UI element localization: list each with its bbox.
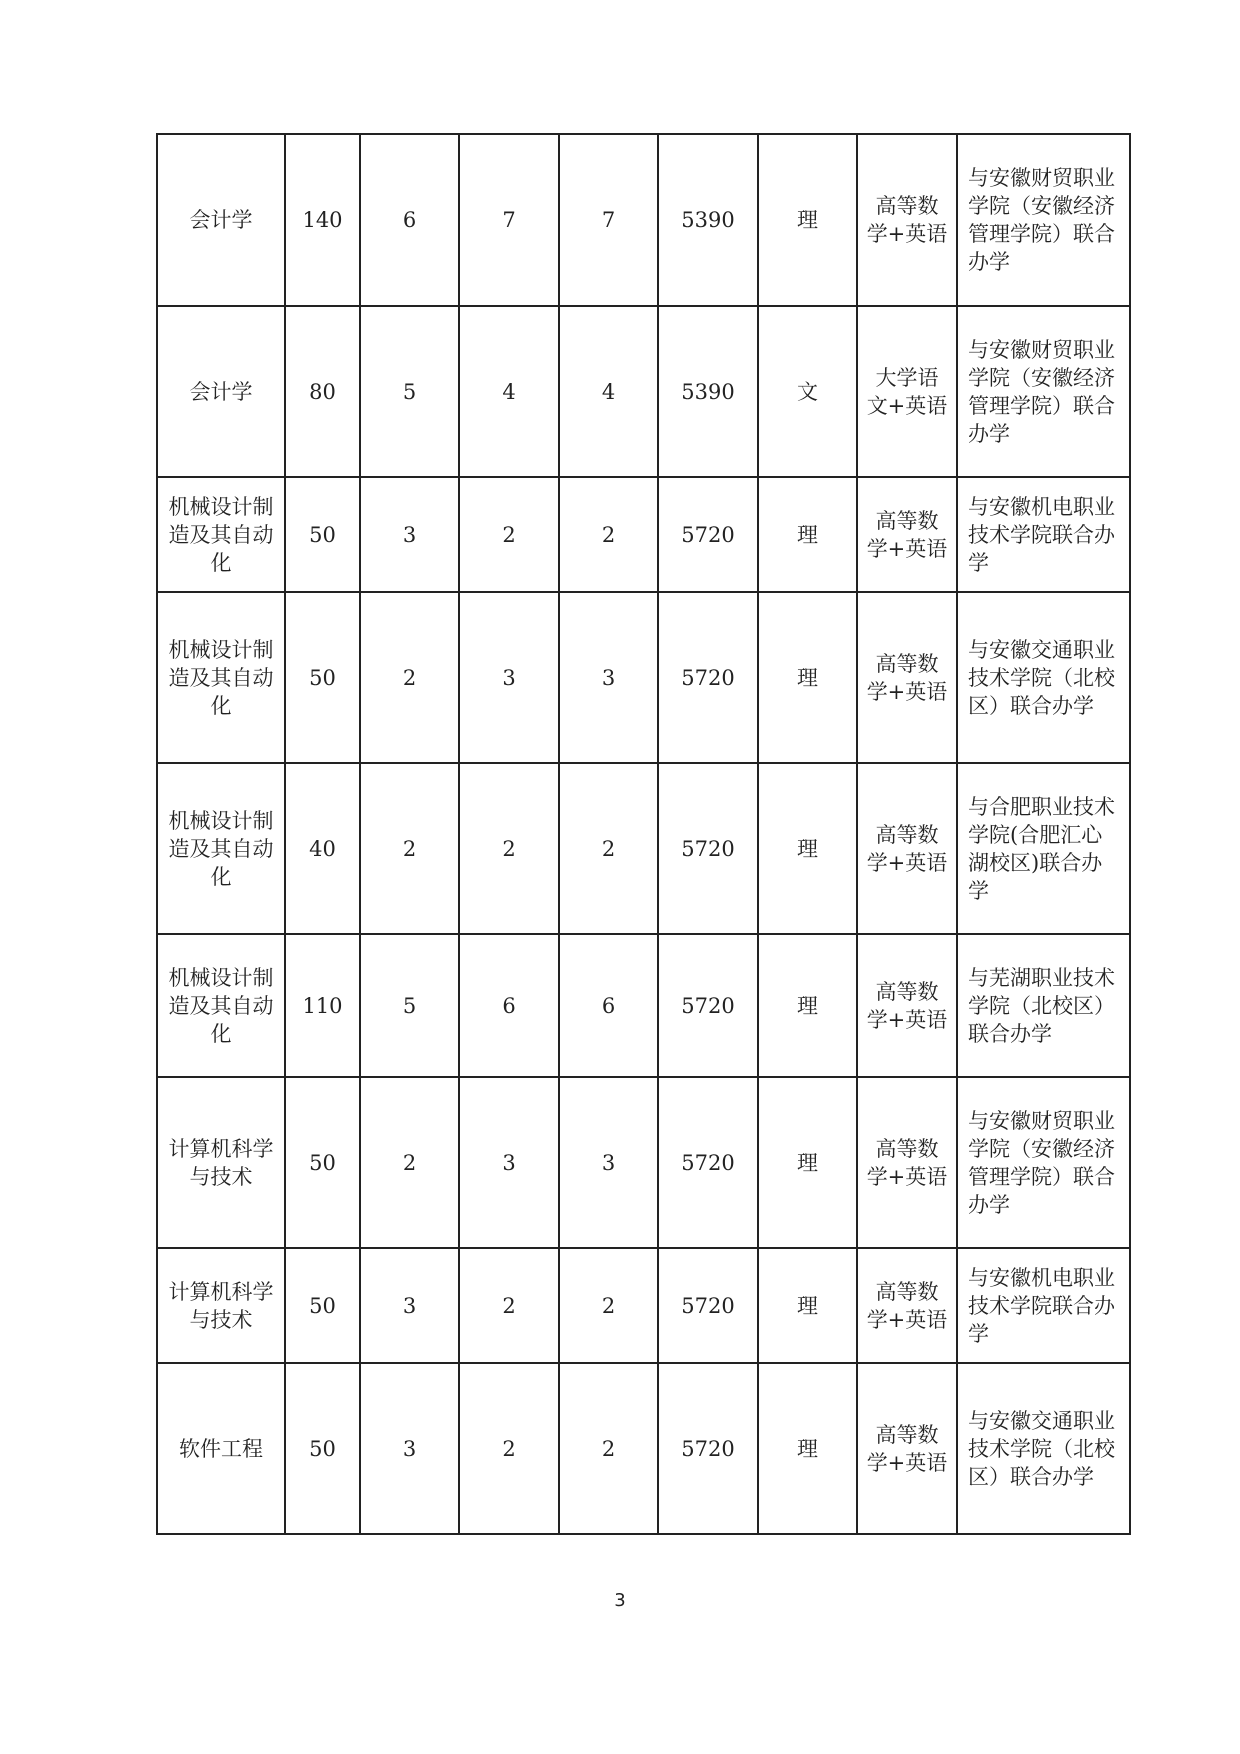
major-cell: 软件工程	[157, 1363, 285, 1534]
note-cell: 与安徽机电职业技术学院联合办学	[957, 477, 1130, 592]
major-cell: 会计学	[157, 306, 285, 477]
count-cell: 3	[360, 1248, 459, 1363]
count-cell: 2	[559, 763, 658, 934]
fee-cell: 5720	[658, 1363, 758, 1534]
count-cell: 2	[360, 763, 459, 934]
count-cell: 4	[459, 306, 559, 477]
subjects-cell: 高等数学+英语	[857, 1363, 957, 1534]
subjects-cell: 高等数学+英语	[857, 592, 957, 763]
major-cell: 计算机科学与技术	[157, 1248, 285, 1363]
count-cell: 2	[459, 1248, 559, 1363]
category-cell: 理	[758, 763, 857, 934]
category-cell: 理	[758, 592, 857, 763]
count-cell: 2	[360, 592, 459, 763]
table-row	[157, 763, 1130, 934]
subjects-cell: 高等数学+英语	[857, 1248, 957, 1363]
total-cell: 50	[285, 1363, 360, 1534]
major-cell: 机械设计制造及其自动化	[157, 592, 285, 763]
fee-cell: 5720	[658, 1077, 758, 1248]
fee-cell: 5720	[658, 934, 758, 1077]
note-cell: 与合肥职业技术学院(合肥汇心湖校区)联合办学	[957, 763, 1130, 934]
total-cell: 50	[285, 477, 360, 592]
count-cell: 5	[360, 934, 459, 1077]
count-cell: 2	[459, 477, 559, 592]
category-cell: 理	[758, 1363, 857, 1534]
table-body	[157, 134, 1130, 1534]
table-row	[157, 477, 1130, 592]
fee-cell: 5390	[658, 306, 758, 477]
table-row	[157, 1248, 1130, 1363]
major-cell: 会计学	[157, 134, 285, 306]
category-cell: 理	[758, 1248, 857, 1363]
total-cell: 50	[285, 1248, 360, 1363]
note-cell: 与安徽机电职业技术学院联合办学	[957, 1248, 1130, 1363]
count-cell: 6	[360, 134, 459, 306]
category-cell: 理	[758, 477, 857, 592]
major-cell: 机械设计制造及其自动化	[157, 934, 285, 1077]
category-cell: 理	[758, 1077, 857, 1248]
category-cell: 理	[758, 134, 857, 306]
table-row	[157, 1363, 1130, 1534]
major-cell: 机械设计制造及其自动化	[157, 763, 285, 934]
table-row	[157, 306, 1130, 477]
table-row	[157, 934, 1130, 1077]
fee-cell: 5720	[658, 763, 758, 934]
count-cell: 7	[559, 134, 658, 306]
note-cell: 与安徽交通职业技术学院（北校区）联合办学	[957, 592, 1130, 763]
note-cell: 与芜湖职业技术学院（北校区）联合办学	[957, 934, 1130, 1077]
subjects-cell: 高等数学+英语	[857, 1077, 957, 1248]
count-cell: 3	[360, 1363, 459, 1534]
count-cell: 3	[459, 592, 559, 763]
table-row	[157, 1077, 1130, 1248]
major-cell: 计算机科学与技术	[157, 1077, 285, 1248]
note-cell: 与安徽交通职业技术学院（北校区）联合办学	[957, 1363, 1130, 1534]
count-cell: 3	[360, 477, 459, 592]
count-cell: 2	[360, 1077, 459, 1248]
total-cell: 50	[285, 592, 360, 763]
count-cell: 3	[559, 592, 658, 763]
subjects-cell: 高等数学+英语	[857, 763, 957, 934]
count-cell: 7	[459, 134, 559, 306]
table-row	[157, 134, 1130, 306]
table-row	[157, 592, 1130, 763]
total-cell: 80	[285, 306, 360, 477]
subjects-cell: 高等数学+英语	[857, 134, 957, 306]
count-cell: 5	[360, 306, 459, 477]
count-cell: 2	[559, 1363, 658, 1534]
note-cell: 与安徽财贸职业学院（安徽经济管理学院）联合办学	[957, 306, 1130, 477]
count-cell: 6	[559, 934, 658, 1077]
subjects-cell: 高等数学+英语	[857, 477, 957, 592]
fee-cell: 5720	[658, 477, 758, 592]
fee-cell: 5390	[658, 134, 758, 306]
total-cell: 140	[285, 134, 360, 306]
total-cell: 110	[285, 934, 360, 1077]
count-cell: 6	[459, 934, 559, 1077]
fee-cell: 5720	[658, 1248, 758, 1363]
count-cell: 4	[559, 306, 658, 477]
enrollment-plan-table	[156, 133, 1131, 1535]
category-cell: 文	[758, 306, 857, 477]
total-cell: 50	[285, 1077, 360, 1248]
count-cell: 3	[559, 1077, 658, 1248]
note-cell: 与安徽财贸职业学院（安徽经济管理学院）联合办学	[957, 1077, 1130, 1248]
major-cell: 机械设计制造及其自动化	[157, 477, 285, 592]
count-cell: 2	[559, 477, 658, 592]
subjects-cell: 高等数学+英语	[857, 934, 957, 1077]
note-cell: 与安徽财贸职业学院（安徽经济管理学院）联合办学	[957, 134, 1130, 306]
count-cell: 3	[459, 1077, 559, 1248]
total-cell: 40	[285, 763, 360, 934]
subjects-cell: 大学语文+英语	[857, 306, 957, 477]
count-cell: 2	[559, 1248, 658, 1363]
category-cell: 理	[758, 934, 857, 1077]
page-number: 3	[614, 1590, 626, 1611]
count-cell: 2	[459, 1363, 559, 1534]
fee-cell: 5720	[658, 592, 758, 763]
count-cell: 2	[459, 763, 559, 934]
